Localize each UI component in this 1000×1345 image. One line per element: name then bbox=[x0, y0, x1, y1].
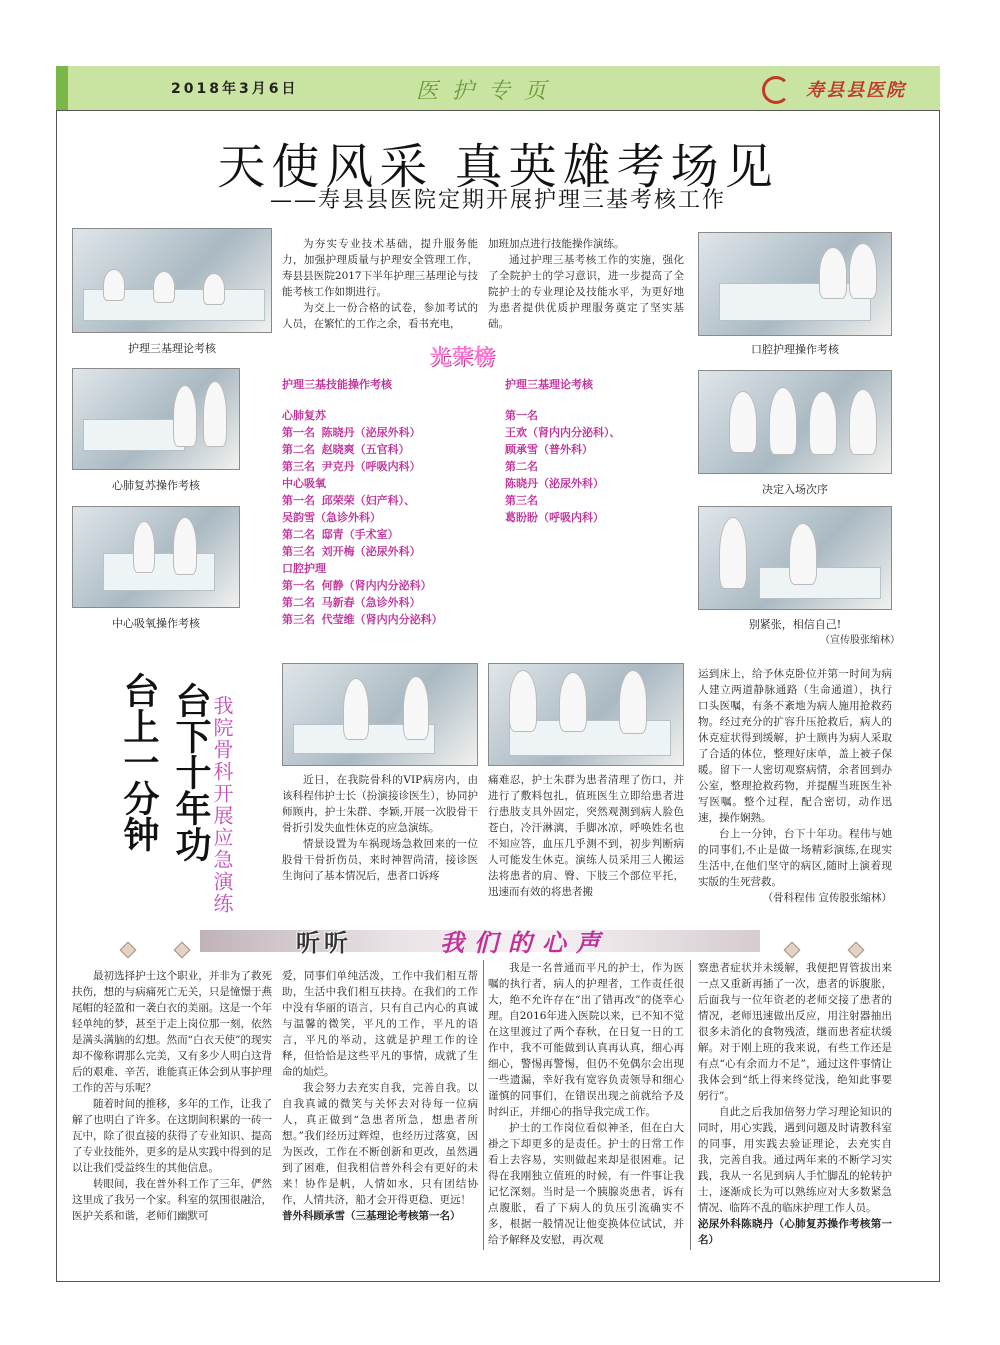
photo-drill-1 bbox=[282, 663, 478, 766]
photo-theory-exam bbox=[72, 228, 272, 333]
honor-line: 第一名 邱荣荣（妇产科）、 bbox=[282, 494, 416, 507]
article1-column-1 bbox=[282, 236, 478, 332]
hospital-name: 寿县县医院 bbox=[806, 80, 906, 101]
caption-dont-be-nervous: 别紧张，相信自己! bbox=[748, 618, 842, 631]
paragraph: 为交上一份合格的试卷，参加考试的人员，在繁忙的工作之余，看书充电， bbox=[282, 302, 478, 330]
paragraph: 我会努力去充实自我，完善自我。以自我真诚的微笑与关怀去对待每一位病人，真正做到“急患者所急，想患者所想。”我们经历过辉煌，也经历过落寞，因为医改，工作在不断创新和更改，虽然遇到了困难，但我相信普外科会有更好的未来！协作是帆，人情如水，只有团结协作，人情共济，船才会开得更稳、更远！ bbox=[282, 1082, 478, 1206]
photo-oxygen-exam bbox=[72, 506, 240, 608]
paragraph: 转眼间，我在普外科工作了三年，俨然这里成了我另一个家。科室的氛围很融洽，医护关系和谐，老师们幽默可 bbox=[72, 1178, 272, 1222]
honor-line: 顾承雪（普外科） bbox=[505, 443, 593, 456]
voices-banner bbox=[200, 928, 760, 957]
drill-column-3 bbox=[698, 666, 892, 906]
caption-oral-care-exam: 口腔护理操作考核 bbox=[751, 343, 839, 356]
honor-line: 第二名 bbox=[505, 460, 538, 473]
caption-oxygen-exam: 中心吸氧操作考核 bbox=[112, 617, 200, 630]
honor-line: 中心吸氧 bbox=[282, 477, 326, 490]
voices-column-2 bbox=[282, 968, 478, 1224]
voices-banner-lead: 听听 bbox=[296, 929, 352, 957]
honor-line: 第一名 bbox=[505, 409, 538, 422]
paragraph: 自此之后我加倍努力学习理论知识的同时，用心实践，遇到问题及时请教科室的同事，用实践去验证理论，去充实自我，完善自我。通过两年来的不断学习实践，我从一名见到病人手忙脚乱的轮转护士，逐渐成长为可以熟练应对大多数紧急情况、临阵不乱的临床护理工作人员。 bbox=[698, 1106, 892, 1214]
paragraph: 加班加点进行技能操作演练。 bbox=[488, 238, 625, 250]
honor-line: 第三名 代莹维（肾内内分泌科） bbox=[282, 613, 443, 626]
caption-theory-exam: 护理三基理论考核 bbox=[128, 342, 216, 355]
drill-side-heading: 我院骨科开展应急演练 bbox=[210, 695, 234, 915]
honor-line: 吴韵雪（急诊外科） bbox=[282, 511, 381, 524]
signature: 普外科顾承雪（三基理论考核第一名） bbox=[282, 1210, 461, 1222]
section-title: 医护专页 bbox=[416, 79, 561, 104]
drill-title-sub: 台下十年功 bbox=[170, 682, 211, 862]
voices-column-4 bbox=[698, 960, 892, 1248]
article1-column-2 bbox=[488, 236, 684, 332]
article-subtitle: ——寿县县医院定期开展护理三基考核工作 bbox=[269, 188, 726, 213]
issue-date: 2018年3月6日 bbox=[171, 81, 299, 97]
honor-line: 陈晓丹（泌尿外科） bbox=[505, 477, 604, 490]
paragraph: 痛难忍，护士朱群为患者清理了伤口，并进行了敷料包扎，值班医生立即给患者进行患肢支具外固定，突然观测到病人脸色苍白，冷汗淋漓，手脚冰凉，呼唤姓名也不知应答，血压几乎测不到，初步判断病人可能发生休克。演练人员采用三人搬运法将患者的肩、臀、下肢三个部位平托，迅速而有效的将患者搬 bbox=[488, 774, 684, 898]
signature: 泌尿外科陈晓丹（心肺复苏操作考核第一名） bbox=[698, 1218, 892, 1246]
photo-draw-order bbox=[698, 370, 892, 474]
honor-line: 第二名 马新春（急诊外科） bbox=[282, 596, 421, 609]
paragraph: 察患者症状并未缓解，我便把胃管拔出来一点又重新再插了一次，患者的诉腹胀，后面我与一位年资老的老师交接了患者的情况，老师迅速做出反应，用注射器抽出很多未消化的食物残渣，继而患者症状缓解。对于刚上班的我来说，有些工作还是有点“心有余而力不足”，通过这件事情让我体会到“纸上得来终觉浅，绝知此事要躬行”。 bbox=[698, 962, 892, 1102]
honor-line: 王欢（肾内内分泌科）、 bbox=[505, 426, 621, 439]
paragraph: 为夯实专业技术基础，提升服务能力，加强护理质量与护理安全管理工作，寿县县医院2017下半年护理三基理论与技能考核工作如期进行。 bbox=[282, 238, 478, 298]
honor-line: 葛盼盼（呼吸内科） bbox=[505, 511, 604, 524]
paragraph: 台上一分钟，台下十年功。程伟与她的同事们,不止是做一场精彩演练,在现实生活中,在他们坚守的病区,随时上演着现实版的生死营救。 bbox=[698, 828, 892, 888]
voices-column-1 bbox=[72, 968, 272, 1224]
honor-line: 第一名 何静（肾内内分泌科） bbox=[282, 579, 432, 592]
voices-banner-title: 我们的心声 bbox=[440, 928, 610, 957]
article1-credit: （宣传股张缩林） bbox=[820, 635, 900, 646]
header-stripe bbox=[56, 66, 68, 110]
paragraph: 运到床上，给予休克卧位并第一时间为病人建立两道静脉通路（生命通道），执行口头医嘱，有条不紊地为病人施用抢救药物。经过充分的扩容升压抢救后，病人的休克症状得到缓解，护士顾冉为病人采取了合适的体位，整理好床单，盖上被子保暖。留下一人密切观察病情，余者回到办公室，整理抢救药物，并提醒当班医生补写医嘱。整个过程，配合密切，动作迅速，操作娴熟。 bbox=[698, 668, 892, 824]
honor-line: 第三名 bbox=[505, 494, 538, 507]
paragraph: 我是一名普通而平凡的护士，作为医嘱的执行者，病人的护理者，工作责任很大，绝不允许存在“出了错再改”的侥幸心理。自2016年进入医院以来，已不知不觉在这里渡过了两个春秋，在日复一日的工作中，我不可能做到认真再认真，细心再细心，警惕再警惕，但仍不免偶尔会出现一些遗漏，幸好我有宽容负责领导和细心谨慎的同事们，在错误出现之前就给予及时纠正，并细心的指导我完成工作。 bbox=[488, 962, 684, 1118]
drill-title-main: 台上一分钟 bbox=[118, 672, 159, 852]
drill-column-2 bbox=[488, 772, 684, 900]
honor-skills-list bbox=[282, 376, 497, 628]
paragraph: 爱，同事们单纯活泼，工作中我们相互帮助，生活中我们相互扶持。在我们的工作中没有华丽的语言，只有自己内心的真诚与温馨的微笑，平凡的工作，平凡的语言，平凡的举动，这就是护理工作的诠释，但恰恰是这些平凡的事情，成就了生命的灿烂。 bbox=[282, 970, 478, 1078]
honor-line: 第一名 陈晓丹（泌尿外科） bbox=[282, 426, 421, 439]
honor-theory-list bbox=[505, 376, 690, 526]
page-header bbox=[56, 66, 940, 110]
photo-cpr-exam bbox=[72, 368, 240, 470]
paragraph: 近日，在我院骨科的VIP病房内，由该科程伟护士长（扮演接诊医生），协同护师顾冉，护士朱群、李颖,开展一次股骨干骨折引发失血性休克的应急演练。 bbox=[282, 774, 478, 834]
paragraph: 护士的工作岗位看似神圣，但在白大褂之下却更多的是责任。护士的日常工作看上去容易，实则做起来却是很困难。记得在我刚独立值班的时候，有一件事让我记忆深刻。当时是一个胰腺炎患者，诉有点腹胀，看了下病人的负压引流确实不多，根据一般情况让他变换体位试试，并给予解释及安慰，再次观 bbox=[488, 1122, 684, 1246]
voices-column-3 bbox=[488, 960, 684, 1248]
paragraph: 随着时间的推移，多年的工作，让我了解了也明白了许多。在这期间积累的一砖一瓦中，除了很直接的获得了专业知识、提高了专业技能外，更多的是从实践中得到的足以让我们受益终生的其他信息。 bbox=[72, 1098, 272, 1174]
paragraph: 通过护理三基考核工作的实施，强化了全院护士的学习意识，进一步提高了全院护士的专业理论及技能水平，为更好地为患者提供优质护理服务奠定了坚实基础。 bbox=[488, 254, 684, 330]
paragraph: 最初选择护士这个职业，并非为了救死扶伤，想的与病痛死亡无关，只是憧憬于燕尾帽的轻盈和一袭白衣的美丽。这是一个年轻单纯的梦，甚至于走上岗位那一刻，依然是满头满脑的幻想。然而“白衣天使”的现实却不像称谓那么完美，又有多少人明白这背后的艰难、辛苦，谁能真正体会到从事护理工作的苦与乐呢？ bbox=[72, 970, 272, 1094]
caption-cpr-exam: 心肺复苏操作考核 bbox=[112, 479, 200, 492]
honor-list-title: 光荣榜 bbox=[430, 344, 496, 368]
caption-draw-order: 决定入场次序 bbox=[762, 483, 828, 496]
honor-line: 第三名 刘开梅（泌尿外科） bbox=[282, 545, 421, 558]
article-title: 天使风采 真英雄考场见 bbox=[217, 139, 779, 195]
drill-column-1 bbox=[282, 772, 478, 884]
honor-line: 心肺复苏 bbox=[282, 409, 326, 422]
photo-drill-2 bbox=[488, 663, 684, 766]
honor-line: 口腔护理 bbox=[282, 562, 326, 575]
honor-line: 第三名 尹克丹（呼吸内科） bbox=[282, 460, 421, 473]
photo-oral-care-exam bbox=[698, 232, 892, 336]
photo-dont-be-nervous bbox=[698, 506, 892, 610]
honor-line: 第二名 邸青（手术室） bbox=[282, 528, 399, 541]
honor-theory-heading: 护理三基理论考核 bbox=[505, 378, 593, 391]
hospital-logo-icon bbox=[762, 76, 790, 104]
drill-credit: （骨科程伟 宣传股张缩林） bbox=[762, 892, 892, 904]
column-divider bbox=[483, 960, 484, 1250]
honor-line: 第二名 赵晓爽（五官科） bbox=[282, 443, 410, 456]
honor-skills-heading: 护理三基技能操作考核 bbox=[282, 378, 392, 391]
paragraph: 情景设置为车祸现场急救回来的一位股骨干骨折伤员，来时神智尚清，接诊医生询问了基本情况后，患者口诉疼 bbox=[282, 838, 478, 882]
column-divider bbox=[690, 960, 691, 1250]
